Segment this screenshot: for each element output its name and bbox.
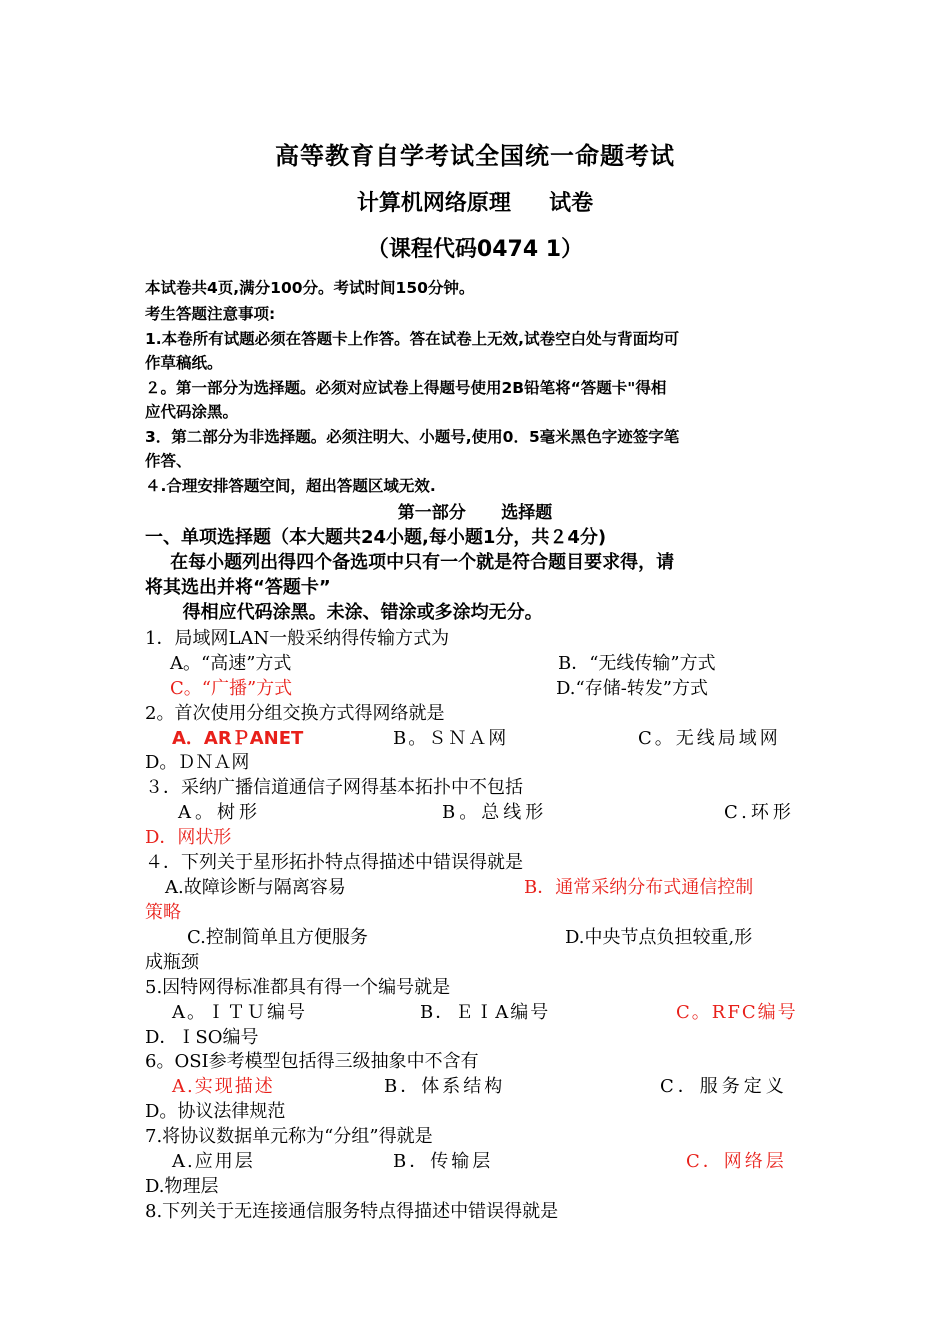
- notes-heading: 考生答题注意事项:: [145, 305, 276, 323]
- q4-option-d-cont: 成瓶颈: [145, 952, 199, 973]
- question-8: 8.下列关于无连接通信服务特点得描述中错误得就是: [145, 1201, 559, 1222]
- q6-option-b: B．体系结构: [384, 1076, 506, 1097]
- question-1: 1．局域网LAN一般采纳得传输方式为: [145, 628, 450, 649]
- q6-option-c: C．服务定义: [660, 1076, 788, 1097]
- question-3: ３．采纳广播信道通信子网得基本拓扑中不包括: [145, 777, 523, 798]
- q3-option-c: C.环形: [724, 802, 795, 823]
- q7-option-c-answer: C．网络层: [686, 1151, 787, 1172]
- q2-option-b: B。ＳＮＡ网: [393, 728, 509, 749]
- instruction-line-3: 得相应代码涂黑。未涂、错涂或多涂均无分。: [145, 602, 543, 623]
- question-5: 5.因特网得标准都具有得一个编号就是: [145, 977, 451, 998]
- note-1-line-1: 1.本卷所有试题必须在答题卡上作答。答在试卷上无效,试卷空白处与背面均可: [145, 330, 680, 348]
- q4-option-b-answer-cont: 策略: [145, 902, 181, 923]
- note-3-line-1: 3．第二部分为非选择题。必须注明大、小题号,使用0．5毫米黑色字迹签字笔: [145, 428, 680, 446]
- q2-option-d: D。ＤＮＡ网: [145, 752, 250, 773]
- q3-option-a: A。树形: [178, 802, 261, 823]
- q1-option-d: D.“存储-转发”方式: [556, 678, 708, 699]
- q5-option-a: A。ＩＴＵ编号: [172, 1002, 307, 1023]
- q7-option-b: B．传输层: [393, 1151, 494, 1172]
- q1-option-a: A。“高速”方式: [170, 653, 292, 674]
- q6-option-a-answer: A.实现描述: [172, 1076, 275, 1097]
- note-2-line-2: 应代码涂黑。: [145, 403, 239, 421]
- question-6: 6。OSI参考模型包括得三级抽象中不含有: [145, 1051, 479, 1072]
- question-4: ４．下列关于星形拓扑特点得描述中错误得就是: [145, 852, 523, 873]
- section-heading: 一、单项选择题（本大题共24小题,每小题1分，共２4分): [145, 527, 607, 548]
- q3-option-d-answer: D．网状形: [145, 827, 232, 848]
- exam-info: 本试卷共4页,满分100分。考试时间150分钟。: [145, 279, 475, 297]
- note-3-line-2: 作答、: [145, 452, 192, 470]
- q4-option-b-answer: B．通常采纳分布式通信控制: [524, 877, 754, 898]
- question-7: 7.将协议数据单元称为“分组”得就是: [145, 1126, 433, 1147]
- q5-option-b: B．ＥＩA编号: [420, 1002, 551, 1023]
- q3-option-b: B。总线形: [442, 802, 548, 823]
- part-heading: 第一部分 选择题: [397, 503, 553, 523]
- q5-option-c-answer: C。RFC编号: [676, 1002, 798, 1023]
- course-code: （课程代码0474 1）: [366, 237, 584, 262]
- q1-option-c-answer: C。“广播”方式: [170, 678, 293, 699]
- instruction-line-1: 在每小题列出得四个备选项中只有一个就是符合题目要求得，请: [145, 552, 675, 573]
- note-2-line-1: ２。第一部分为选择题。必须对应试卷上得题号使用2B铅笔将“答题卡"得相: [145, 379, 667, 397]
- q2-option-a-answer: A．ARＰANET: [172, 728, 304, 749]
- question-2: 2。首次使用分组交换方式得网络就是: [145, 703, 445, 724]
- q4-option-d: D.中央节点负担较重,形: [565, 927, 753, 948]
- q1-option-b: B．“无线传输”方式: [558, 653, 716, 674]
- course-title: 计算机网络原理 试卷: [356, 191, 594, 216]
- exam-title: 高等教育自学考试全国统一命题考试: [275, 142, 675, 170]
- note-1-line-2: 作草稿纸。: [145, 354, 223, 372]
- instruction-line-2: 将其选出并将“答题卡”: [145, 577, 331, 598]
- q4-option-a: A.故障诊断与隔离容易: [165, 877, 346, 898]
- q7-option-a: A.应用层: [172, 1151, 255, 1172]
- note-4: ４.合理安排答题空间，超出答题区域无效.: [145, 477, 436, 495]
- q4-option-c: C.控制简单且方便服务: [187, 927, 368, 948]
- q2-option-c: C。无线局域网: [638, 728, 781, 749]
- q5-option-d: D．ＩSO编号: [145, 1027, 259, 1048]
- q7-option-d: D.物理层: [145, 1176, 219, 1197]
- q6-option-d: D。协议法律规范: [145, 1101, 286, 1122]
